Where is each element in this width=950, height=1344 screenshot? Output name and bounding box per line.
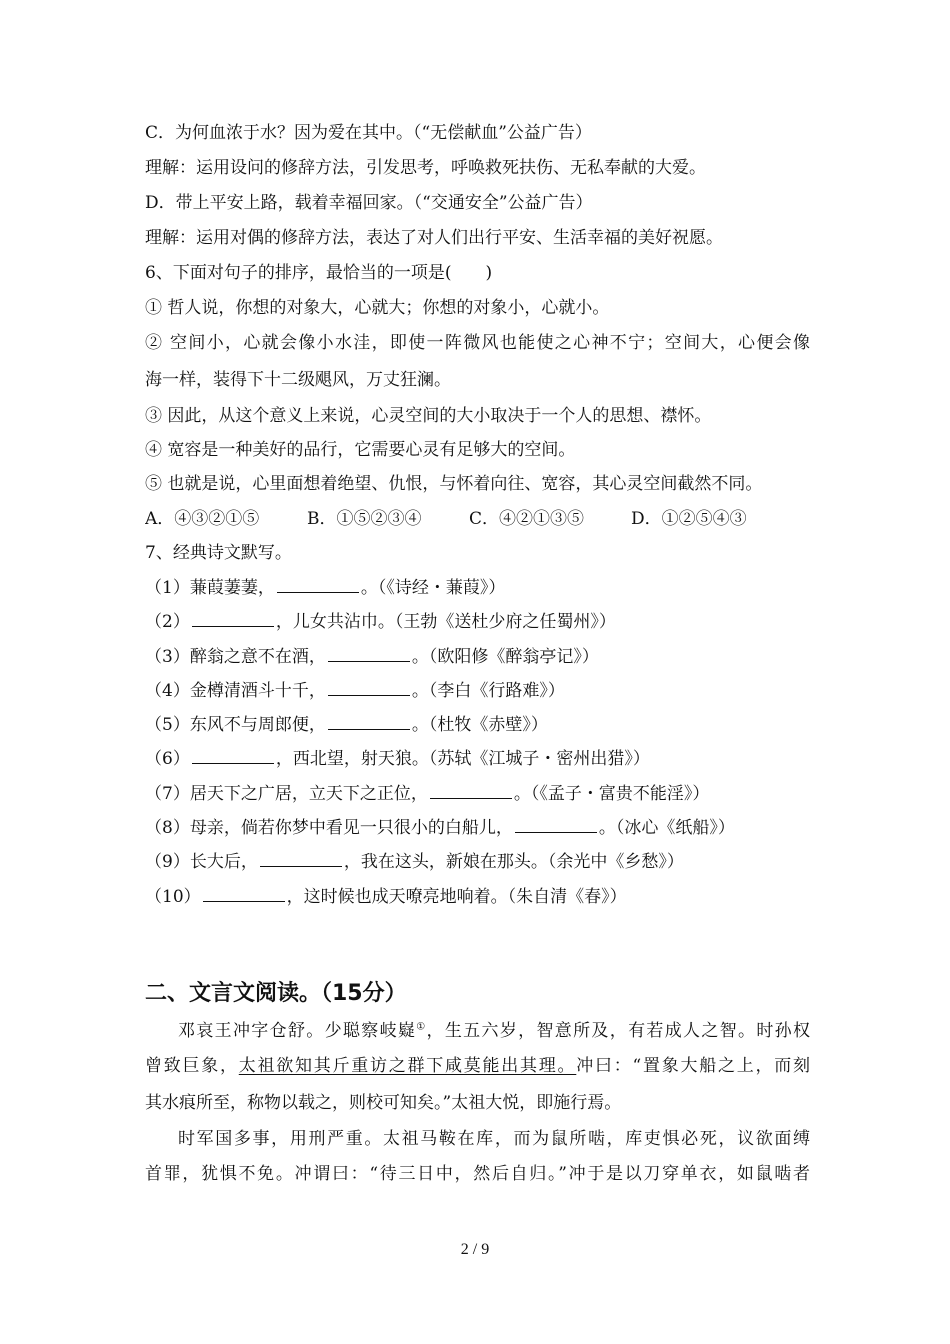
q7-item-1 xyxy=(145,576,810,600)
passage-p1-line-1-end: ，生五六岁，智意所及，有若成人之智。时孙权 xyxy=(426,1021,810,1041)
passage-p1-line-2-start: 曾致巨象， xyxy=(145,1056,239,1076)
underlined-sentence: 太祖欲知其斤重访之群下咸莫能出其理。 xyxy=(238,1056,577,1076)
q7-item-10 xyxy=(145,885,810,909)
q7-item-2 xyxy=(145,610,810,634)
q7-item-8 xyxy=(145,816,810,840)
q7-item-8-prefix: （8）母亲，倘若你梦中看见一只很小的白船儿， xyxy=(145,818,513,838)
q5-option-d: D．带上平安上路，载着幸福回家。（“交通安全”公益广告） xyxy=(145,193,593,213)
q7-item-2-suffix: ，儿女共沾巾。（王勃《送杜少府之任蜀州》） xyxy=(275,612,616,632)
q7-item-6 xyxy=(145,747,810,771)
q6-stem: 6、下面对句子的排序，最恰当的一项是( ) xyxy=(145,263,493,283)
passage-p1-line-2 xyxy=(145,1054,810,1078)
passage-p1-line-1 xyxy=(178,1019,810,1043)
q7-item-4-blank[interactable] xyxy=(328,679,410,696)
q7-item-7 xyxy=(145,782,810,806)
q7-item-2-blank[interactable] xyxy=(192,610,274,627)
q7-item-6-blank[interactable] xyxy=(192,747,274,764)
q7-item-5-blank[interactable] xyxy=(328,713,410,730)
q7-item-3 xyxy=(145,645,810,669)
q7-item-3-prefix: （3）醉翁之意不在酒， xyxy=(145,647,326,667)
q7-item-4-suffix: 。（李白《行路难》） xyxy=(411,681,565,701)
q7-item-2-prefix: （2） xyxy=(145,612,190,632)
passage-p2-line-1: 时军国多事，用刑严重。太祖马鞍在库，而为鼠所啮，库吏惧必死，议欲面缚 xyxy=(178,1129,810,1149)
footnote-marker[interactable]: ① xyxy=(416,1021,427,1033)
q7-item-8-blank[interactable] xyxy=(515,816,597,833)
q6-option-a[interactable]: A．④③②①⑤ xyxy=(145,509,260,529)
q7-item-7-prefix: （7）居天下之广居，立天下之正位， xyxy=(145,784,428,804)
q7-item-5 xyxy=(145,713,810,737)
q7-item-5-prefix: （5）东风不与周郎便， xyxy=(145,715,326,735)
q7-item-1-blank[interactable] xyxy=(277,576,359,593)
q6-option-c[interactable]: C．④②①③⑤ xyxy=(469,509,585,529)
section-2-title: 二、文言文阅读。（15分） xyxy=(145,981,407,1006)
passage-p1-line-3: 其水痕所至，称物以载之，则校可知矣。”太祖大悦，即施行焉。 xyxy=(145,1093,622,1113)
page-number: 2 / 9 xyxy=(460,1241,490,1258)
q7-item-9-blank[interactable] xyxy=(260,850,342,867)
q7-item-1-suffix: 。（《诗经・蒹葭》） xyxy=(360,578,506,598)
q7-item-9 xyxy=(145,850,810,874)
q7-item-8-suffix: 。（冰心《纸船》） xyxy=(598,818,735,838)
q6-sentence-2-line-1: ② 空间小，心就会像小水洼，即使一阵微风也能使之心神不宁；空间大，心便会像 xyxy=(145,333,810,353)
passage-p2-line-2: 首罪，犹惧不免。冲谓曰：“待三日中，然后自归。”冲于是以刀穿单衣，如鼠啮者 xyxy=(145,1164,810,1184)
q7-item-1-prefix: （1）蒹葭萋萋， xyxy=(145,578,275,598)
q7-item-10-blank[interactable] xyxy=(203,885,285,902)
q7-item-5-suffix: 。（杜牧《赤壁》） xyxy=(411,715,548,735)
q6-sentence-5: ⑤ 也就是说，心里面想着绝望、仇恨，与怀着向往、宽容，其心灵空间截然不同。 xyxy=(145,474,763,494)
q7-item-9-suffix: ，我在这头，新娘在那头。（余光中《乡愁》） xyxy=(343,852,684,872)
q7-item-6-suffix: ，西北望，射天狼。（苏轼《江城子・密州出猎》） xyxy=(275,749,650,769)
q7-item-6-prefix: （6） xyxy=(145,749,190,769)
q7-item-7-blank[interactable] xyxy=(430,782,512,799)
q6-sentence-1: ① 哲人说，你想的对象大，心就大；你想的对象小，心就小。 xyxy=(145,298,610,318)
q6-option-d[interactable]: D．①②⑤④③ xyxy=(631,509,747,529)
passage-p1-line-2-end: 冲曰：“置象大船之上，而刻 xyxy=(576,1056,810,1076)
q7-item-9-prefix: （9）长大后， xyxy=(145,852,258,872)
q7-item-10-suffix: ，这时候也成天嘹亮地响着。（朱自清《春》） xyxy=(286,887,627,907)
q7-item-4-prefix: （4）金樽清酒斗十千， xyxy=(145,681,326,701)
q5-option-d-understanding: 理解：运用对偶的修辞方法，表达了对人们出行平安、生活幸福的美好祝愿。 xyxy=(145,228,723,248)
q7-stem: 7、经典诗文默写。 xyxy=(145,543,292,563)
q7-item-3-suffix: 。（欧阳修《醉翁亭记》） xyxy=(411,647,599,667)
q6-option-b[interactable]: B．①⑤②③④ xyxy=(307,509,422,529)
q7-item-4 xyxy=(145,679,810,703)
q6-sentence-3: ③ 因此，从这个意义上来说，心灵空间的大小取决于一个人的思想、襟怀。 xyxy=(145,406,712,426)
q5-option-c: C．为何血浓于水？因为爱在其中。（“无偿献血”公益广告） xyxy=(145,123,592,143)
q7-item-10-prefix: （10） xyxy=(145,887,201,907)
q5-option-c-understanding: 理解：运用设问的修辞方法，引发思考，呼唤救死扶伤、无私奉献的大爱。 xyxy=(145,158,706,178)
q7-item-7-suffix: 。（《孟子・富贵不能淫》） xyxy=(513,784,710,804)
q6-sentence-4: ④ 宽容是一种美好的品行，它需要心灵有足够大的空间。 xyxy=(145,440,576,460)
q6-sentence-2-line-2: 海一样，装得下十二级飓风，万丈狂澜。 xyxy=(145,370,451,390)
q7-item-3-blank[interactable] xyxy=(328,645,410,662)
passage-p1-line-1-start: 邓哀王冲字仓舒。少聪察岐嶷 xyxy=(178,1021,417,1041)
q6-options xyxy=(145,507,810,531)
